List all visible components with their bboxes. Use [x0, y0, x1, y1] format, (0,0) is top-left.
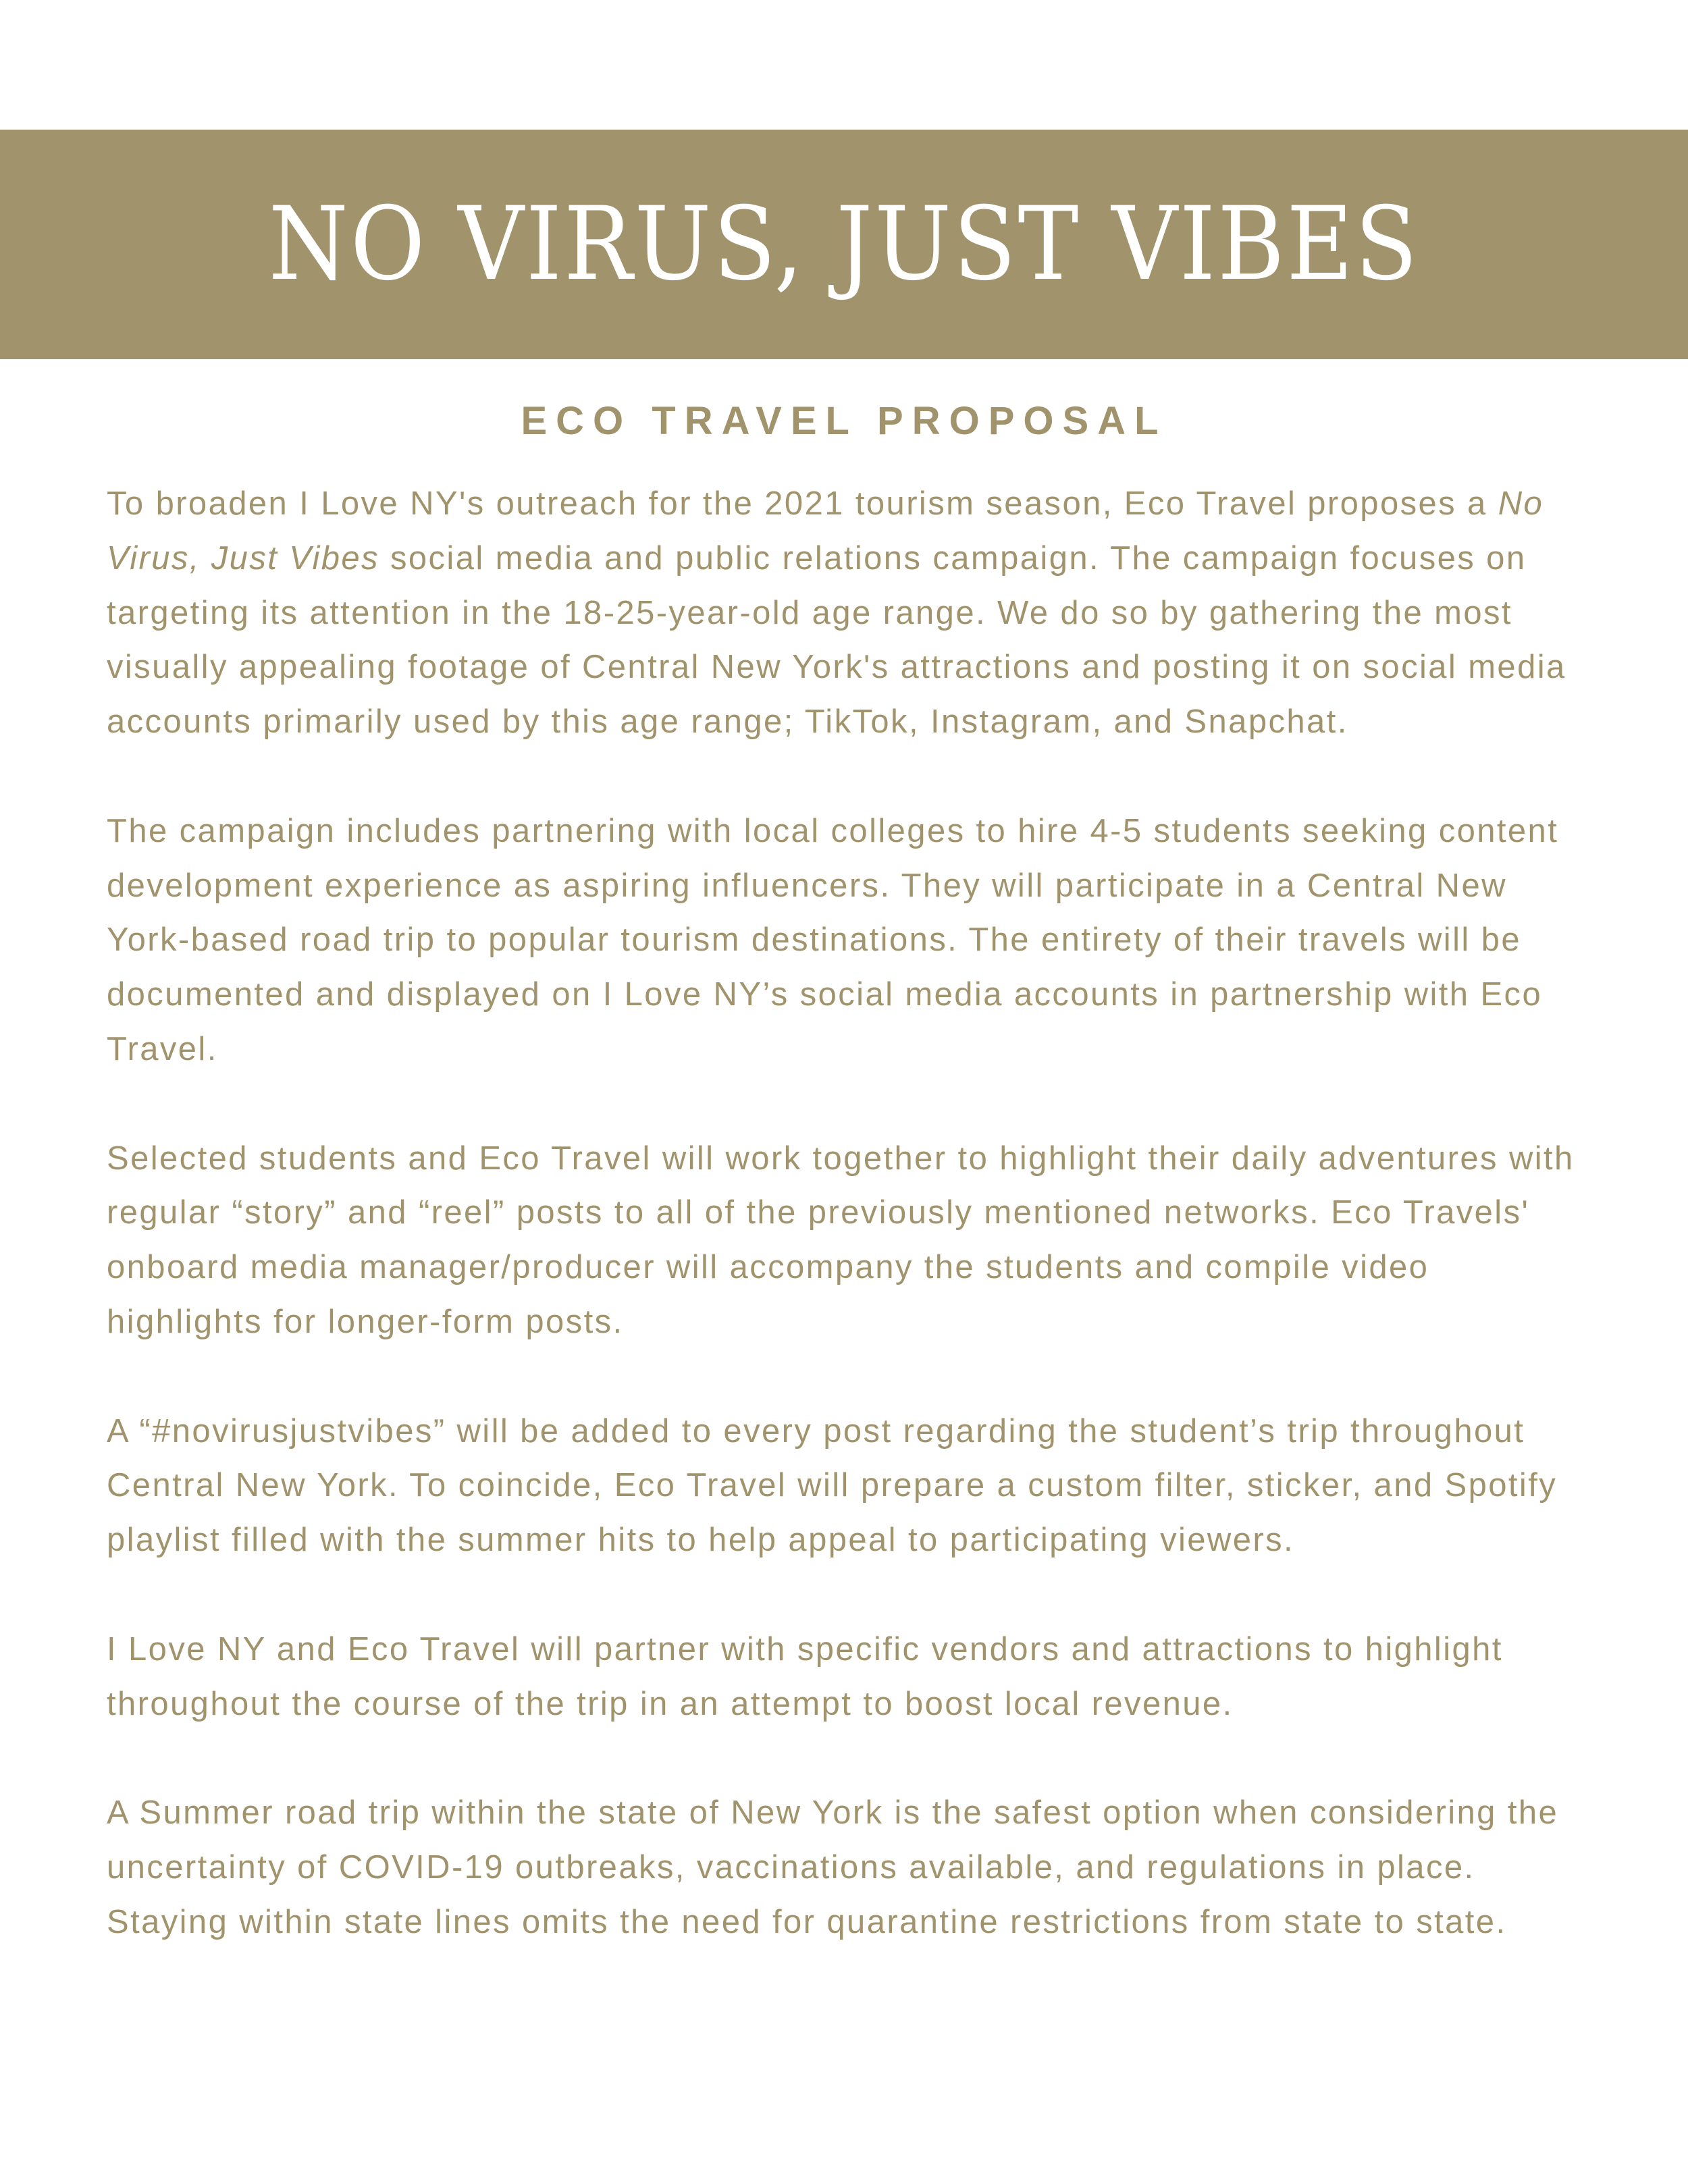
- page-title: NO VIRUS, JUST VIBES: [268, 186, 1420, 303]
- title-banner: [0, 130, 1688, 359]
- paragraph-campaign: The campaign includes partnering with local colleges to hire 4-5 students seeking content development experience as aspiring influencers. They will participate in a Central New York-based road trip to popular tourism destinations. The entirety of their travels will be documented and displayed on I Love NY’s social media accounts in partnership with Eco Travel.: [107, 812, 1559, 1067]
- page-subtitle: ECO TRAVEL PROPOSAL: [521, 399, 1167, 443]
- paragraph-intro-suffix: social media and public relations campaign. The campaign focuses on targeting its attention in the 18-25-year-old age range. We do so by gathering the most visually appealing footage of Central New York's attractions and posting it on social media accounts primarily used by this age range; TikTok, Instagram, and Snapchat.: [107, 539, 1566, 741]
- paragraph-safety: A Summer road trip within the state of New York is the safest option when considering the uncertainty of COVID-19 outbreaks, vaccinations available, and regulations in place. Staying within state lines omits the need for quarantine restrictions from state to state.: [107, 1794, 1559, 1940]
- paragraph-students: Selected students and Eco Travel will work together to highlight their daily adventures with regular “story” and “reel” posts to all of the previously mentioned networks. Eco Travels' onboard media manager/producer will accompany the students and compile video highlights for longer-form posts.: [107, 1140, 1575, 1340]
- paragraph-intro-prefix: To broaden I Love NY's outreach for the 2021 tourism season, Eco Travel proposes a: [107, 485, 1498, 522]
- paragraph-hashtag: A “#novirusjustvibes” will be added to every post regarding the student’s trip throughout Central New York. To coincide, Eco Travel will prepare a custom filter, sticker, and Spotify playlist filled with the summer hits to help appeal to participating viewers.: [107, 1412, 1558, 1559]
- paragraph-vendors: I Love NY and Eco Travel will partner with specific vendors and attractions to highlight throughout the course of the trip in an attempt to boost local revenue.: [107, 1630, 1503, 1722]
- campaign-name-emphasis: No Virus, Just Vibes: [107, 485, 1544, 577]
- proposal-body: [107, 477, 1592, 2004]
- paragraph-intro: [107, 477, 1592, 749]
